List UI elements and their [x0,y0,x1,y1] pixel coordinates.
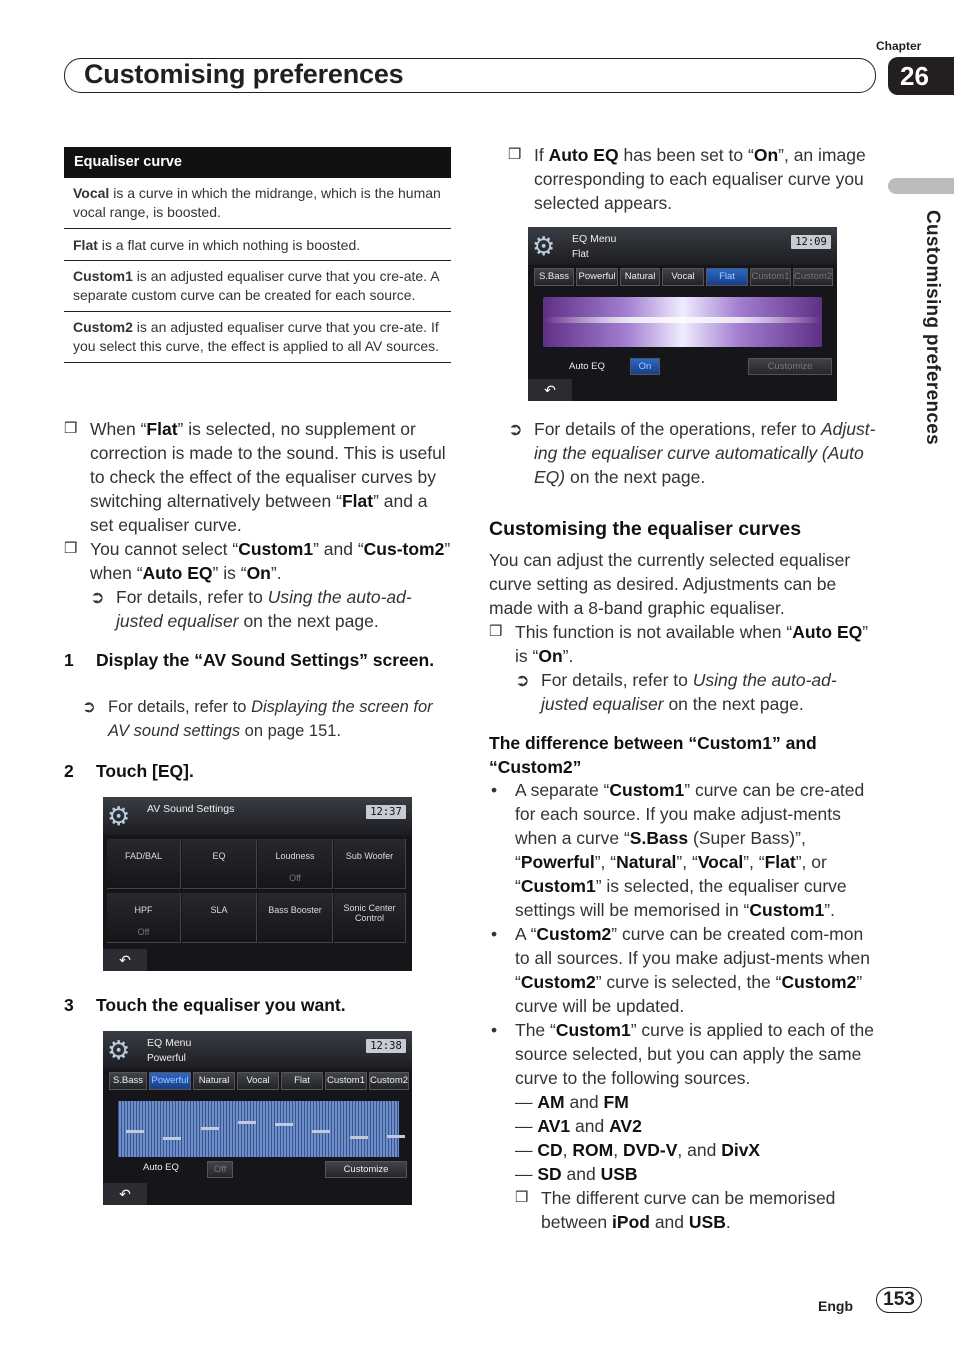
table-heading: Equaliser curve [64,147,451,178]
eq-button[interactable]: EQ [182,839,257,889]
settings-gear-icon: ⚙ [107,1035,131,1065]
reference-av-sound: ➲ For details, refer to Displaying the screen for AV sound settings on page 151. [82,695,452,743]
eq-band-marker[interactable] [275,1123,293,1126]
source-group-disc: — CD, ROM, DVD-V, and DivX [515,1140,761,1160]
page-title: Customising preferences [84,59,404,89]
bullet-apply-sources: • The “Custom1” curve is applied to each of the source selected, but you can apply the same curve to the following sources. [491,1020,874,1088]
eq-menu-screen-flat [528,227,837,401]
eq-band-marker[interactable] [312,1130,330,1133]
back-arrow-icon[interactable]: ↶ [528,379,572,401]
note-auto-eq-image: ❒ If Auto EQ has been set to “On”, an image corresponding to each equaliser curve you selected appears. [508,145,866,213]
eq-band-marker[interactable] [387,1135,405,1138]
tab-custom1[interactable]: Custom1 [750,268,791,286]
chapter-label: Chapter [876,39,922,53]
source-pair-sd-usb: — SD and USB [515,1164,638,1184]
source-pair-av: — AV1 and AV2 [515,1116,642,1136]
step-1: 1 Display the “AV Sound Settings” screen. [64,650,435,670]
table-row: Vocal is a curve in which the midrange, which is the human vocal range, is boosted. [64,178,451,229]
av-sound-settings-screen [103,797,412,971]
bullet-icon: • [491,1020,498,1040]
customize-button[interactable]: Customize [748,358,832,375]
step-2: 2 Touch [EQ]. [64,761,194,781]
tab-flat[interactable]: Flat [281,1072,323,1090]
chapter-number: 26 [888,57,954,95]
back-arrow-icon[interactable]: ↶ [103,949,147,971]
checkbox-note-icon: ❒ [64,420,78,437]
side-tab-text: Customising preferences [922,210,943,445]
screen-subtitle: Flat [572,249,589,260]
step-3: 3 Touch the equaliser you want. [64,995,346,1015]
sla-button[interactable]: SLA [182,893,257,943]
loudness-button[interactable]: Loudness Off [258,839,333,889]
arrow-reference-icon: ➲ [90,587,105,607]
eq-band-graph [118,1101,399,1157]
sub-woofer-button[interactable]: Sub Woofer [334,839,406,889]
customize-button[interactable]: Customize [325,1161,407,1178]
tab-custom1[interactable]: Custom1 [325,1072,367,1090]
screen-subtitle: Powerful [147,1053,186,1064]
tab-natural[interactable]: Natural [193,1072,235,1090]
eq-menu-screen-powerful [103,1031,412,1205]
screen-title: AV Sound Settings [147,803,235,815]
tab-flat[interactable]: Flat [706,268,748,286]
eq-band-marker[interactable] [238,1121,256,1124]
eq-band-marker[interactable] [350,1136,368,1139]
table-row: Custom1 is an adjusted equaliser curve that you cre-ate. A separate custom curve can be created for each source. [64,261,451,312]
hpf-button[interactable]: HPF Off [107,893,181,943]
section-paragraph: You can adjust the currently selected equaliser curve setting as desired. Adjustments can be made with a 8-band graphic equaliser. [489,550,851,618]
eq-band-marker[interactable] [163,1137,181,1140]
bullet-custom2: • A “Custom2” curve can be created com-mon to all sources. If you make adjust-ments when “Custom2” curve is selected, the “Custom2” curve will be updated. [491,924,871,1016]
tab-powerful[interactable]: Powerful [149,1072,191,1090]
screen-title: EQ Menu [147,1037,192,1049]
settings-gear-icon: ⚙ [532,231,556,261]
bass-booster-button[interactable]: Bass Booster [258,893,333,943]
auto-eq-curve-image [543,297,822,347]
subsection-title: The difference between “Custom1” and “Custom2” [489,733,817,777]
tab-natural[interactable]: Natural [620,268,660,286]
tab-vocal[interactable]: Vocal [237,1072,279,1090]
table-row: Custom2 is an adjusted equaliser curve that you cre-ate. If you select this curve, the effect is applied to all AV sources. [64,312,451,363]
back-arrow-icon[interactable]: ↶ [103,1183,147,1205]
table-row: Flat is a flat curve in which nothing is boosted. [64,229,451,261]
footer-language: Engb [818,1298,853,1314]
bullet-custom1: • A separate “Custom1” curve can be cre-ated for each source. If you make adjust-ments when a curve “S.Bass (Super Bass)”, “Powerful”, “Natural”, “Vocal”, “Flat”, or “Custom1” is selected, the equaliser curve settings will be memorised in “Custom1”. [491,780,865,920]
note-not-available: ❒ This function is not available when “Auto EQ” is “On”. [489,622,869,666]
auto-eq-label: Auto EQ [143,1162,179,1173]
eq-band-marker[interactable] [201,1127,219,1130]
checkbox-note-icon: ❒ [515,1189,529,1206]
arrow-reference-icon: ➲ [508,419,523,439]
auto-eq-toggle[interactable]: On [630,358,660,375]
checkbox-note-icon: ❒ [64,540,78,557]
note-flat: ❒ When “Flat” is selected, no supplement or correction is made to the sound. This is useful to check the effect of the equaliser curves by switching alternatively between “Flat” and a set equaliser curve. [64,419,446,535]
tab-custom2[interactable]: Custom2 [793,268,833,286]
bullet-icon: • [491,780,498,800]
tab-sbass[interactable]: S.Bass [534,268,574,286]
page-number: 153 [876,1287,922,1313]
sonic-center-control-button[interactable]: Sonic Center Control [334,893,406,943]
reference-adjusting-auto-eq: ➲ For details of the operations, refer to Adjust-ing the equaliser curve automatically (Auto EQ) on the next page. [508,419,876,487]
tab-vocal[interactable]: Vocal [662,268,704,286]
auto-eq-label: Auto EQ [569,361,605,372]
eq-band-marker[interactable] [126,1130,144,1133]
section-title: Customising the equaliser curves [489,518,802,540]
reference-auto-eq: ➲ For details, refer to Using the auto-ad-justed equaliser on the next page. [515,670,837,714]
fad-bal-button[interactable]: FAD/BAL [107,839,181,889]
settings-gear-icon: ⚙ [107,801,131,831]
checkbox-note-icon: ❒ [489,623,503,640]
bullet-icon: • [491,924,498,944]
source-pair-am-fm: — AM and FM [515,1092,629,1112]
arrow-reference-icon: ➲ [515,670,530,690]
clock: 12:38 [366,1039,406,1053]
tab-powerful[interactable]: Powerful [576,268,618,286]
checkbox-note-icon: ❒ [508,146,522,163]
tab-sbass[interactable]: S.Bass [109,1072,147,1090]
side-tab-marker [888,178,954,194]
equaliser-curve-table [64,147,451,363]
arrow-reference-icon: ➲ [82,698,96,716]
tab-custom2[interactable]: Custom2 [369,1072,409,1090]
screen-title: EQ Menu [572,233,617,245]
note-custom-select: ❒ You cannot select “Custom1” and “Cus-tom2” when “Auto EQ” is “On”. [64,539,451,583]
clock: 12:37 [366,805,406,819]
reference-auto-eq: ➲ For details, refer to Using the auto-ad-justed equaliser on the next page. [90,587,412,631]
clock: 12:09 [791,235,831,249]
auto-eq-toggle[interactable]: Off [207,1161,233,1178]
note-ipod-usb: ❒ The different curve can be memorised between iPod and USB. [515,1188,836,1232]
